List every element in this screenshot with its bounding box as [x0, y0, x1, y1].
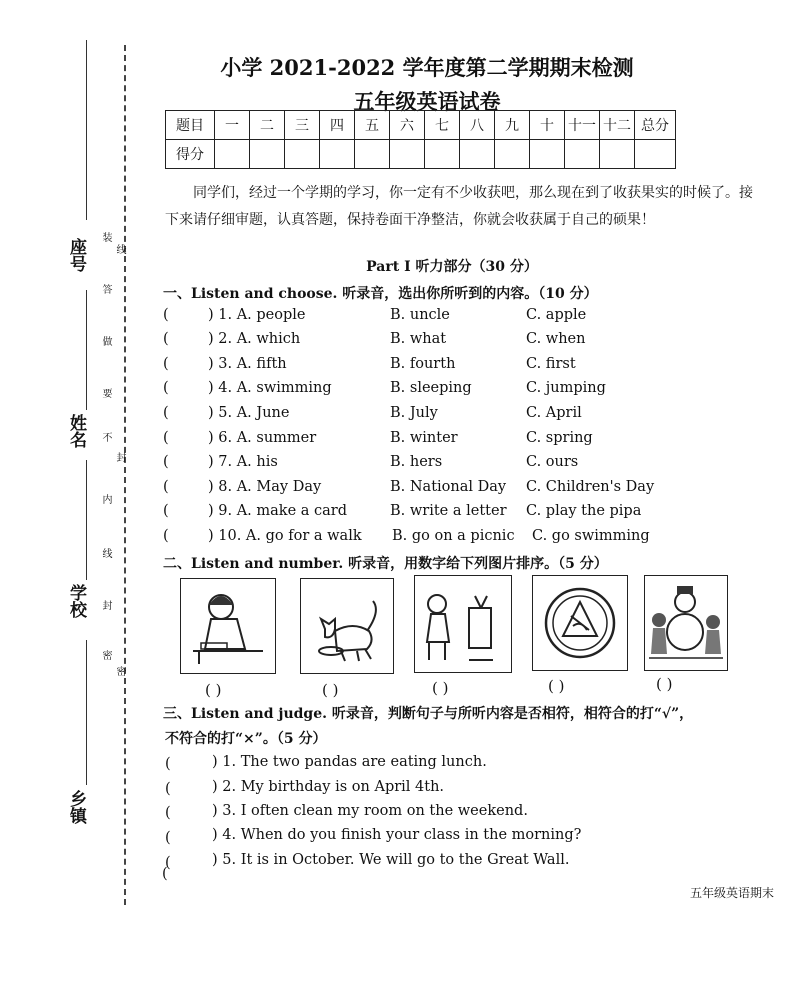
school-underline	[86, 460, 87, 580]
intro-paragraph: 同学们，经过一个学期的学习，你一定有不少收获吧，那么现在到了收获果实的时候了。接下来请仔细审题，认真答题，保持卷面干净整洁，你就会收获属于自己的硕果！	[165, 185, 753, 228]
question-paren[interactable]: (	[163, 503, 169, 519]
picture-answer-paren[interactable]: ( )	[322, 681, 339, 699]
score-cell: 三	[285, 111, 320, 140]
score-input-cell[interactable]	[285, 140, 320, 169]
question-option-a: ) 6. A. summer	[208, 430, 317, 446]
binding-char: 内	[100, 494, 111, 504]
picture-answer-paren[interactable]: ( )	[548, 677, 565, 695]
section2-title: 二、Listen and number. 听录音，用数字给下列图片排序。（5 分）	[163, 556, 608, 572]
question-option-c: C. jumping	[526, 380, 606, 396]
judge-paren[interactable]: (	[162, 866, 168, 882]
question-option-c: C. apple	[526, 307, 587, 323]
judge-sentence: ) 5. It is in October. We will go to the Great Wall.	[212, 852, 570, 868]
score-cell: 六	[390, 111, 425, 140]
question-option-a: ) 4. A. swimming	[208, 380, 332, 396]
page-footer: 五年级英语期末	[689, 886, 774, 900]
section3-title-cont: 不符合的打“×”。（5 分）	[165, 731, 327, 747]
question-option-c: C. when	[526, 331, 586, 347]
reading-girl-icon	[415, 576, 511, 672]
judge-paren[interactable]: (	[165, 830, 171, 846]
cat-icon	[301, 579, 393, 673]
question-option-b: B. hers	[390, 454, 443, 470]
score-cell: 二	[250, 111, 285, 140]
question-option-c: C. first	[526, 356, 576, 372]
town-underline	[86, 640, 87, 785]
question-option-c: C. spring	[526, 430, 593, 446]
exam-title: 小学 2021-2022 学年度第二学期期末检测	[220, 55, 634, 80]
cat-drinking-picture	[300, 578, 394, 674]
binding-char: 密	[100, 650, 111, 660]
judge-paren[interactable]: (	[165, 855, 171, 871]
snowman-icon	[645, 576, 727, 670]
judge-sentence: ) 3. I often clean my room on the weekend.	[212, 803, 528, 819]
question-option-b: B. fourth	[390, 356, 456, 372]
score-input-cell[interactable]	[250, 140, 285, 169]
score-cell: 十	[530, 111, 565, 140]
question-paren[interactable]: (	[163, 307, 169, 323]
score-cell: 十一	[565, 111, 600, 140]
question-option-a: ) 9. A. make a card	[208, 503, 348, 519]
score-input-cell[interactable]	[635, 140, 676, 169]
question-option-a: ) 3. A. fifth	[208, 356, 287, 372]
question-option-b: B. go on a picnic	[392, 528, 515, 544]
score-cell: 一	[215, 111, 250, 140]
binding-dashed-line	[124, 45, 126, 905]
score-cell: 九	[495, 111, 530, 140]
question-paren[interactable]: (	[163, 380, 169, 396]
school-label: 学校	[66, 584, 86, 618]
question-option-b: B. July	[390, 405, 438, 421]
score-cell: 五	[355, 111, 390, 140]
binding-char: 做	[100, 336, 111, 346]
question-option-c: C. Children's Day	[526, 479, 655, 495]
question-paren[interactable]: (	[163, 454, 169, 470]
question-paren[interactable]: (	[163, 331, 169, 347]
question-option-c: C. go swimming	[532, 528, 650, 544]
picture-answer-paren[interactable]: ( )	[205, 681, 222, 699]
binding-char: 封	[100, 600, 111, 610]
question-option-b: B. winter	[390, 430, 458, 446]
question-paren[interactable]: (	[163, 430, 169, 446]
question-option-b: B. sleeping	[390, 380, 472, 396]
binding-char: 要	[100, 388, 111, 398]
name-underline	[86, 290, 87, 410]
score-input-cell[interactable]	[320, 140, 355, 169]
binding-char: 不	[100, 432, 111, 442]
question-option-b: B. what	[390, 331, 447, 347]
judge-paren[interactable]: (	[165, 805, 171, 821]
binding-char: 封	[114, 452, 125, 462]
score-cell: 七	[425, 111, 460, 140]
binding-char: 密	[114, 666, 125, 676]
question-option-a: ) 8. A. May Day	[208, 479, 322, 495]
judge-sentence: ) 4. When do you finish your class in the morning?	[212, 827, 582, 843]
section1-title: 一、Listen and choose. 听录音，选出你所听到的内容。（10 分）	[163, 286, 598, 302]
question-paren[interactable]: (	[163, 479, 169, 495]
binding-char: 线	[114, 244, 125, 254]
score-input-cell[interactable]	[425, 140, 460, 169]
name-label: 姓名	[66, 414, 86, 448]
score-input-cell[interactable]	[565, 140, 600, 169]
judge-paren[interactable]: (	[165, 756, 171, 772]
score-input-cell[interactable]	[495, 140, 530, 169]
question-option-b: B. uncle	[390, 307, 450, 323]
score-input-cell[interactable]	[355, 140, 390, 169]
snowman-children-picture	[644, 575, 728, 671]
girl-writing-icon	[181, 579, 275, 673]
score-input-cell[interactable]	[530, 140, 565, 169]
score-table-score-row	[166, 140, 676, 169]
score-cell: 八	[460, 111, 495, 140]
picture-answer-paren[interactable]: ( )	[432, 679, 449, 697]
girl-writing-picture	[180, 578, 276, 674]
score-row-label: 得分	[166, 140, 215, 169]
town-label: 乡镇	[66, 790, 86, 824]
question-option-b: B. write a letter	[390, 503, 507, 519]
question-option-a: ) 10. A. go for a walk	[208, 528, 362, 544]
question-option-c: C. ours	[526, 454, 579, 470]
exam-subtitle: 五年级英语试卷	[353, 89, 501, 114]
question-option-c: C. play the pipa	[526, 503, 642, 519]
rice-dumpling-picture	[532, 575, 628, 671]
score-input-cell[interactable]	[390, 140, 425, 169]
score-cell: 四	[320, 111, 355, 140]
score-cell: 十二	[600, 111, 635, 140]
judge-sentence: ) 2. My birthday is on April 4th.	[212, 779, 445, 795]
score-input-cell[interactable]	[215, 140, 250, 169]
binding-char: 答	[100, 284, 111, 294]
seat-label: 座号	[66, 238, 86, 272]
score-table	[165, 110, 676, 169]
question-paren[interactable]: (	[163, 528, 169, 544]
girl-reading-picture	[414, 575, 512, 673]
binding-char: 装	[100, 232, 111, 242]
question-option-a: ) 5. A. June	[208, 405, 290, 421]
part1-heading: Part I 听力部分（30 分）	[366, 259, 538, 275]
score-input-cell[interactable]	[460, 140, 495, 169]
question-option-a: ) 7. A. his	[208, 454, 278, 470]
section3-title: 三、Listen and judge. 听录音，判断句子与所听内容是否相符，相符合的打“√”，	[163, 706, 694, 722]
binding-char: 线	[100, 548, 111, 558]
dumpling-icon	[533, 576, 627, 670]
question-option-a: ) 1. A. people	[208, 307, 306, 323]
question-paren[interactable]: (	[163, 356, 169, 372]
judge-paren[interactable]: (	[165, 781, 171, 797]
score-input-cell[interactable]	[600, 140, 635, 169]
judge-sentence: ) 1. The two pandas are eating lunch.	[212, 754, 487, 770]
question-paren[interactable]: (	[163, 405, 169, 421]
picture-answer-paren[interactable]: ( )	[656, 675, 673, 693]
question-option-a: ) 2. A. which	[208, 331, 301, 347]
question-option-b: B. National Day	[390, 479, 507, 495]
score-cell: 总分	[635, 111, 676, 140]
score-table-header-row	[166, 111, 676, 140]
score-cell: 题目	[166, 111, 215, 140]
question-option-c: C. April	[526, 405, 582, 421]
